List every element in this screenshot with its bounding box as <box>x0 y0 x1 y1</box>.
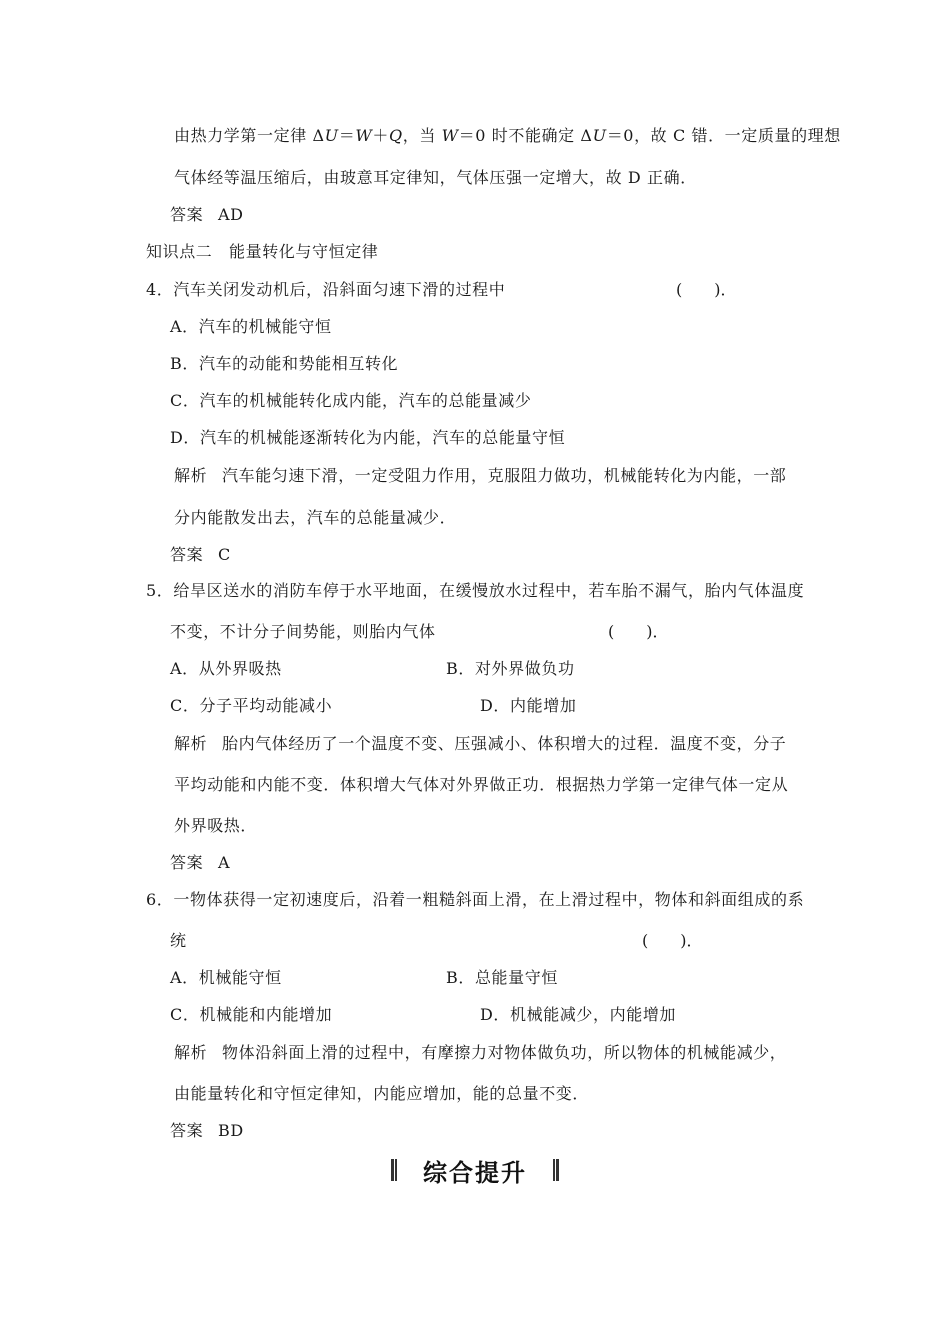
comprehensive-section-title <box>0 1152 950 1188</box>
q4-option-d: D．汽车的机械能逐渐转化为内能，汽车的总能量守恒 <box>170 428 566 447</box>
q6-analysis-line-2: 由能量转化和守恒定律知，内能应增加，能的总量不变． <box>174 1084 590 1103</box>
prev-explanation-line-1 <box>174 126 841 146</box>
q5-answer-bracket: ( )． <box>608 622 669 641</box>
variable-u: U <box>592 126 607 145</box>
q6-option-c: C．机械能和内能增加 <box>170 1005 333 1024</box>
answer-value: A <box>218 853 231 872</box>
variable-u: U <box>324 126 339 145</box>
text-segment: ，当 <box>402 126 442 145</box>
title-bar-right-icon <box>553 1159 559 1181</box>
text-segment: ＋ <box>372 126 390 145</box>
q5-stem-line-2: 不变，不计分子间势能，则胎内气体 <box>170 622 436 641</box>
answer-label: 答案 <box>170 205 204 224</box>
q5-analysis-line-3: 外界吸热． <box>174 816 258 835</box>
q6-analysis-line-1 <box>174 1043 786 1063</box>
variable-w: W <box>441 126 459 145</box>
text-segment: ＝ <box>338 126 356 145</box>
q5-option-c: C．分子平均动能减小 <box>170 696 333 715</box>
answer-label: 答案 <box>170 853 204 872</box>
analysis-label: 解析 <box>174 1043 208 1062</box>
q5-stem-line-1: 5．给旱区送水的消防车停于水平地面，在缓慢放水过程中，若车胎不漏气，胎内气体温度 <box>146 581 805 600</box>
q6-option-d: D．机械能减少，内能增加 <box>480 1005 677 1024</box>
q5-option-b: B．对外界做负功 <box>446 659 575 678</box>
q4-analysis-line-1 <box>174 466 786 486</box>
prev-explanation-line-2: 气体经等温压缩后，由玻意耳定律知，气体压强一定增大，故 D 正确． <box>174 168 697 187</box>
q4-stem: 4．汽车关闭发动机后，沿斜面匀速下滑的过程中 <box>146 280 506 299</box>
q6-stem-line-1: 6．一物体获得一定初速度后，沿着一粗糙斜面上滑，在上滑过程中，物体和斜面组成的系 <box>146 890 805 909</box>
q4-analysis-line-2: 分内能散发出去，汽车的总能量减少． <box>174 508 457 527</box>
title-text: 综合提升 <box>423 1158 527 1187</box>
text-segment: ＝0，故 C 错．一定质量的理想 <box>606 126 841 145</box>
q5-option-d: D．内能增加 <box>480 696 577 715</box>
text-segment: ＝0 时不能确定 Δ <box>458 126 593 145</box>
text-segment: 由热力学第一定律 Δ <box>174 126 325 145</box>
q5-option-a: A．从外界吸热 <box>170 659 282 678</box>
q5-analysis-line-2: 平均动能和内能不变．体积增大气体对外界做正功．根据热力学第一定律气体一定从 <box>174 775 789 794</box>
title-bar-left-icon <box>391 1159 397 1181</box>
q6-stem-line-2: 统 <box>170 931 187 950</box>
analysis-text: 物体沿斜面上滑的过程中，有摩擦力对物体做负功，所以物体的机械能减少， <box>222 1043 787 1062</box>
answer-value: C <box>218 545 231 564</box>
q4-option-b: B．汽车的动能和势能相互转化 <box>170 354 399 373</box>
q4-option-a: A．汽车的机械能守恒 <box>170 317 332 336</box>
analysis-text: 汽车能匀速下滑，一定受阻力作用，克服阻力做功，机械能转化为内能，一部 <box>222 466 787 485</box>
variable-q: Q <box>389 126 403 145</box>
q4-answer <box>170 545 231 565</box>
analysis-text: 胎内气体经历了一个温度不变、压强减小、体积增大的过程．温度不变，分子 <box>222 734 787 753</box>
q6-option-a: A．机械能守恒 <box>170 968 282 987</box>
q4-answer-bracket: ( )． <box>676 280 737 299</box>
section-heading: 知识点二 能量转化与守恒定律 <box>146 242 379 261</box>
analysis-label: 解析 <box>174 734 208 753</box>
variable-w: W <box>355 126 373 145</box>
answer-value: AD <box>218 205 244 224</box>
answer-value: BD <box>218 1121 244 1140</box>
q5-answer <box>170 853 230 873</box>
q6-option-b: B．总能量守恒 <box>446 968 558 987</box>
prev-answer <box>170 205 244 225</box>
answer-label: 答案 <box>170 1121 204 1140</box>
q6-answer <box>170 1121 244 1141</box>
analysis-label: 解析 <box>174 466 208 485</box>
q6-answer-bracket: ( )． <box>642 931 703 950</box>
answer-label: 答案 <box>170 545 204 564</box>
q5-analysis-line-1 <box>174 734 786 754</box>
q4-option-c: C．汽车的机械能转化成内能，汽车的总能量减少 <box>170 391 532 410</box>
